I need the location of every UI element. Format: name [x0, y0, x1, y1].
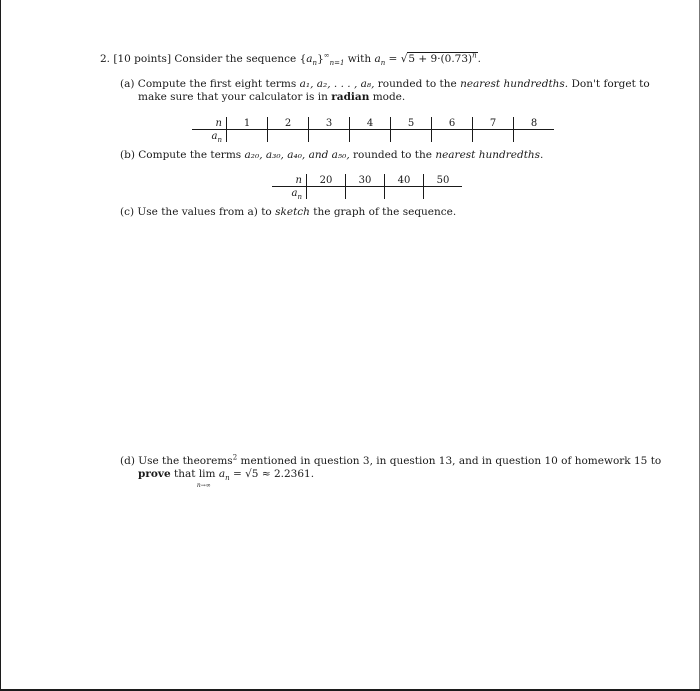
table-a-answer-cell[interactable]: [350, 130, 391, 143]
table-later-terms: [272, 174, 462, 199]
table-a-cell: 5: [391, 117, 432, 130]
with-text: with: [347, 53, 372, 65]
table-first-eight-terms: [192, 117, 554, 142]
limit-operator: lim n→∞: [196, 468, 216, 489]
sequence-formula: $a_n = √5 + 9\cdot(0.73)^n$.: [374, 51, 481, 68]
page-border-left: [0, 0, 1, 691]
table-a-cell: 6: [432, 117, 473, 130]
table-a-cell: 1: [227, 117, 268, 130]
table-b-answer-cell[interactable]: [307, 187, 346, 200]
table-b-answer-cell[interactable]: [346, 187, 385, 200]
problem-intro: Consider the sequence: [174, 53, 297, 65]
table-a-header-n: n: [192, 117, 227, 130]
table-a-header-an: $a_n$: [192, 130, 227, 143]
table-b-answer-cell[interactable]: [424, 187, 463, 200]
problem-heading: [100, 53, 481, 66]
table-a-answer-cell[interactable]: [309, 130, 350, 143]
table-b-answer-cell[interactable]: [385, 187, 424, 200]
problem-number: 2.: [100, 53, 111, 65]
table-a-answer-cell[interactable]: [514, 130, 555, 143]
part-a-line-1: (a) Compute the first eight terms a₁, a₂, . . . , a₈, rounded to the nearest hundredths. Don't forget to: [120, 78, 650, 90]
table-b-cell: 30: [346, 174, 385, 187]
sequence-notation: $\{a_n\}^\infty_{n=1}$: [299, 51, 345, 68]
table-a-answer-cell[interactable]: [227, 130, 268, 143]
table-b-header-an: $a_n$: [272, 187, 307, 200]
table-b-cell: 40: [385, 174, 424, 187]
table-b-cell: 50: [424, 174, 463, 187]
table-a-answer-cell[interactable]: [432, 130, 473, 143]
table-a-answer-cell[interactable]: [268, 130, 309, 143]
table-a-cell: 4: [350, 117, 391, 130]
graph-sketch-area[interactable]: [120, 225, 610, 445]
part-a-line-2: make sure that your calculator is in radian mode.: [138, 91, 406, 103]
table-b-cell: 20: [307, 174, 346, 187]
table-b-header-n: n: [272, 174, 307, 187]
part-c-line: (c) Use the values from a) to sketch the graph of the sequence.: [120, 206, 457, 218]
table-a-cell: 8: [514, 117, 555, 130]
table-a-cell: 2: [268, 117, 309, 130]
table-a-cell: 3: [309, 117, 350, 130]
table-a-cell: 7: [473, 117, 514, 130]
problem-points: [10 points]: [113, 53, 172, 65]
part-b-line: (b) Compute the terms a₂₀, a₃₀, a₄₀, and a₅₀, rounded to the nearest hundredths.: [120, 149, 544, 161]
table-a-answer-cell[interactable]: [473, 130, 514, 143]
part-d-line-1: (d) Use the theorems$^2$ mentioned in question 3, in question 13, and in question 10 of homework 15 to: [120, 453, 662, 467]
table-a-answer-cell[interactable]: [391, 130, 432, 143]
part-d-line-2: prove that lim n→∞ $a_n = √5 \approx 2.2361$.: [138, 468, 315, 489]
